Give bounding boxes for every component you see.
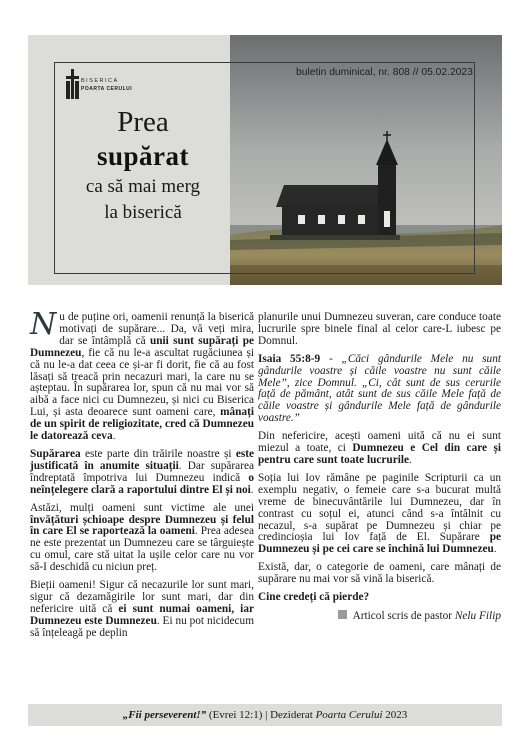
article-column-right [258, 312, 501, 629]
emphasis: Dumnezeu e Cel din care și pentru care sunt toate lucrurile [258, 442, 501, 466]
square-bullet-icon [338, 610, 347, 619]
text-run: . [250, 483, 254, 496]
article-column-left [30, 307, 254, 646]
emphasis: pe Dumnezeu și pe cei care se închină lui Dumnezeu [258, 531, 501, 556]
text-run: , fie că nu le-a ascultat rugăciunea și că nu le-a dat ceea ce și-ar fi dorit, fie că au fost lăsați să treacă prin necazuri mari, la care nu se așteptau. În supărarea lor, spun că nu mai vor să aibă a face nici cu Dumnezeu, și nici cu Biserica Lui, și asta deoarece sunt oameni care, [30, 346, 254, 419]
emphasis: Supărarea [30, 447, 81, 460]
paragraph [30, 307, 254, 443]
logo-name-line2: POARTA CERULUI [81, 86, 133, 92]
title-line-2: supărat [96, 141, 189, 171]
closing-question [258, 592, 501, 604]
drop-cap: N [30, 307, 57, 342]
paragraph [258, 473, 501, 556]
scripture-quote: „Căci gândurile Mele nu sunt gândurile voastre și căile voastre nu sunt căile Mele”, zice Domnul. „Ci, cât sunt de sus cerurile față de pământ, atât sunt de sus căile Mele față de căile voastre și gândurile Mele față de gândurile voastre.” [258, 352, 501, 425]
footer-ref: (Evrei 12:1) | Deziderat [206, 709, 316, 721]
paragraph: Există, dar, o categorie de oameni, care mânați de supărare nu mai vor să vină la biserică. [258, 561, 501, 586]
title-line-3: ca să mai merg [85, 176, 201, 197]
emphasis: unii sunt supărați pe Dumnezeu [30, 334, 254, 359]
text-run: . [409, 453, 412, 466]
text-run: u de puține ori, oamenii renunță la biserică motivați de supărare... Da, vă veți mira, dar se întâmplă că [59, 311, 254, 347]
text-run: este parte din trăirile noastre și [80, 447, 236, 460]
cross-logo-icon [63, 69, 123, 99]
footer-bar [28, 704, 502, 726]
text-run: Soția lui Iov rămâne pe paginile Scripturii ca un exemplu negativ, o femeie care s-a bucurat multă vreme de binecuvântările lui Dumnezeu, dar în contrast cu soțul ei, atunci când s-a întâlnit cu necazul, s-a supărat pe Dumnezeu și chiar pe credincioșia lui Iov față de El. Supărare [258, 471, 501, 544]
text-run: Bieții oameni! Sigur că necazurile lor sunt mari, sigur că dezamăgirile lor sunt mari, dar din nefericire uită că [30, 579, 254, 615]
text-run: . [112, 430, 116, 443]
emphasis: ei sunt numai oameni, iar Dumnezeu este Dumnezeu [30, 602, 254, 627]
emphasis: este justificată în anumite situații [30, 447, 254, 472]
emphasis: Cine credeți că pierde? [258, 591, 370, 604]
paragraph [30, 580, 254, 640]
scripture-reference: Isaia 55:8-9 [258, 352, 321, 365]
text-run: Astăzi, mulți oameni sunt victime ale unei [30, 501, 254, 514]
emphasis: mânați de un spirit de religiozitate, cred că Dumnezeu le datorează ceva [30, 406, 254, 443]
text-run: . Ei nu pot nicidecum să înțeleagă pe deplin [30, 614, 254, 639]
author-name: Nelu Filip [454, 609, 501, 622]
paragraph [30, 449, 254, 497]
emphasis: învățături șchioape despre Dumnezeu și felul în care El se raportează la oameni [30, 513, 254, 538]
title-line-1: Prea [117, 106, 169, 138]
text-run: . [493, 543, 497, 556]
footer-org: Poarta Cerului [315, 709, 383, 721]
paragraph [258, 354, 501, 425]
logo-name-line1: BISERICA [81, 78, 119, 84]
footer-text [28, 709, 502, 721]
text-run: Din nefericire, acești oameni uită că nu ei sunt miezul a toate, ci [258, 430, 501, 455]
paragraph [258, 431, 501, 467]
text-run: - [320, 352, 342, 365]
author-prefix: Articol scris de pastor [352, 609, 455, 622]
paragraph: planurile unui Dumnezeu suveran, care conduce toate lucrurile spre binele final al celor care-L iubesc pe Domnul. [258, 311, 501, 347]
text-run: . Prea adesea ne este prezentat un Dumnezeu care se târguiește cu omul, care stă uitat la ușile celor care nu vor să-I deschidă cu niciun preț. [30, 525, 254, 574]
emphasis: o neînțelegere clară a raportului dintre El și noi [30, 471, 254, 496]
footer-quote: „Fii perseverent!” [122, 709, 207, 721]
author-line [258, 610, 501, 623]
text-run: . Dar supărarea îndreptată împotriva lui Dumnezeu indică [30, 459, 254, 484]
footer-year: 2023 [382, 709, 408, 721]
paragraph [30, 503, 254, 574]
title-line-4: la biserică [104, 202, 182, 223]
issue-info: buletin duminical, nr. 808 // 05.02.2023 [296, 67, 473, 78]
